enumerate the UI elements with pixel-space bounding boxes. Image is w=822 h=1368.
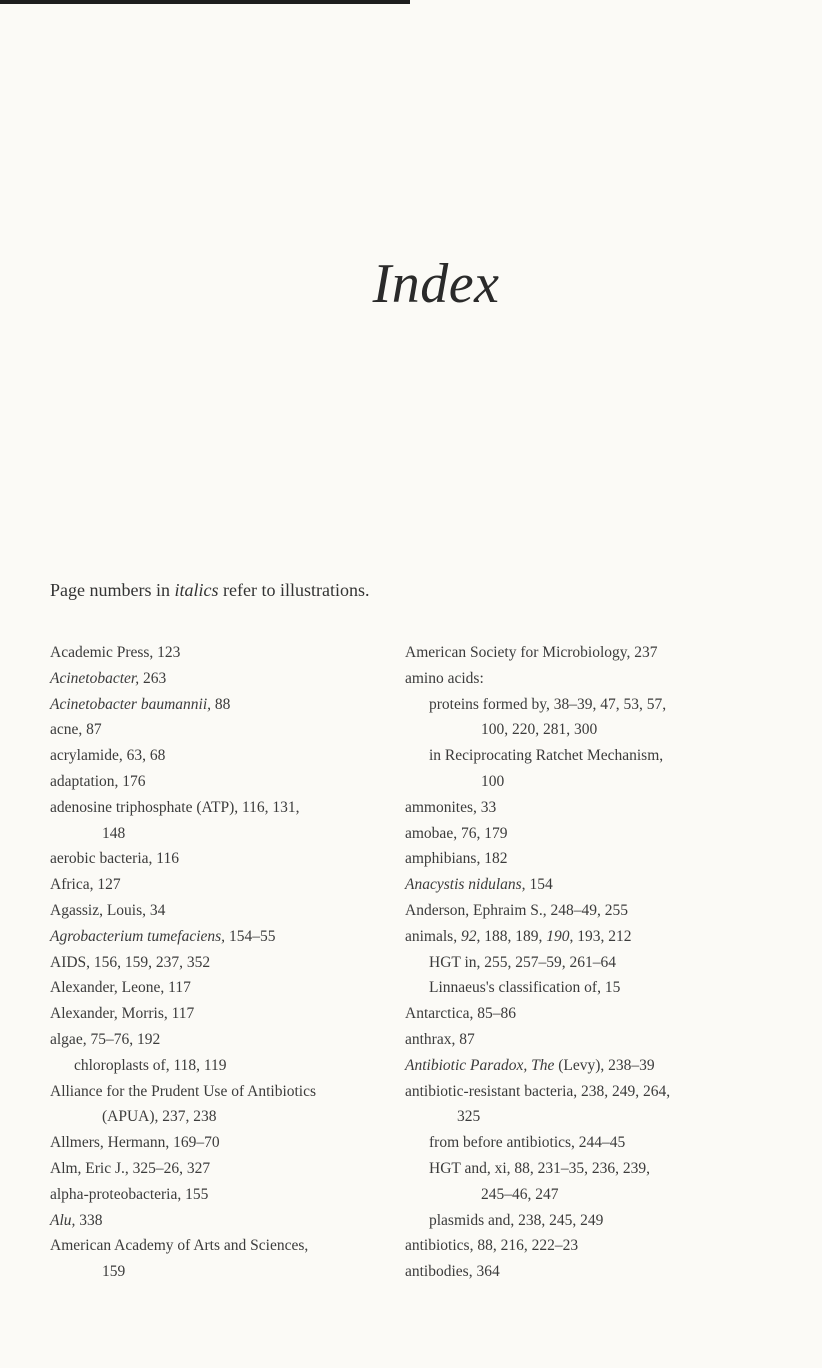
index-entry bbox=[50, 1079, 390, 1131]
index-entry-line bbox=[405, 898, 745, 924]
index-entry bbox=[50, 1001, 390, 1027]
index-entry bbox=[405, 1208, 745, 1234]
index-entry-line bbox=[429, 1208, 745, 1234]
index-entry bbox=[50, 1027, 390, 1053]
index-entry-text: Agassiz, Louis, 34 bbox=[50, 901, 166, 919]
index-entry-text: acne, 87 bbox=[50, 721, 102, 739]
index-entry-text: ammonites, 33 bbox=[405, 798, 497, 816]
index-entry bbox=[405, 872, 745, 898]
index-entry-line bbox=[405, 1001, 745, 1027]
index-entry-text: plasmids and, 238, 245, 249 bbox=[429, 1211, 604, 1229]
index-entry-text: Academic Press, 123 bbox=[50, 644, 181, 661]
index-entry bbox=[50, 950, 390, 976]
index-entry-line bbox=[50, 846, 390, 872]
index-entry-continuation: 148 bbox=[102, 824, 126, 842]
index-entry-text: in Reciprocating Ratchet Mechanism, bbox=[429, 747, 664, 765]
index-entry-text: Alexander, Leone, 117 bbox=[50, 979, 191, 997]
index-entry bbox=[405, 846, 745, 872]
index-entry-line bbox=[405, 640, 745, 666]
index-entry-text: Africa, 127 bbox=[50, 876, 121, 894]
index-entry-line bbox=[74, 1053, 390, 1079]
index-entry bbox=[405, 950, 745, 976]
index-entry bbox=[405, 1156, 745, 1208]
index-entry-line bbox=[405, 924, 745, 950]
index-entry-text: antibiotics, 88, 216, 222–23 bbox=[405, 1237, 579, 1255]
index-entry-line bbox=[405, 1053, 745, 1079]
index-entry bbox=[50, 872, 390, 898]
index-entry-line bbox=[405, 1079, 745, 1105]
index-entry bbox=[50, 692, 390, 718]
index-entry-text: amino acids: bbox=[405, 669, 484, 687]
index-entry-line bbox=[405, 1027, 745, 1053]
index-entry-text: amobae, 76, 179 bbox=[405, 824, 508, 842]
index-entry bbox=[405, 1130, 745, 1156]
index-entry-text: American Academy of Arts and Sciences, bbox=[50, 1237, 309, 1255]
index-entry-continuation: 325 bbox=[457, 1108, 481, 1126]
index-entry-text: amphibians, 182 bbox=[405, 850, 508, 868]
index-entry-continuation: 159 bbox=[102, 1263, 126, 1281]
index-entry bbox=[405, 1079, 745, 1131]
index-entry-line bbox=[50, 950, 390, 976]
index-entry-text: AIDS, 156, 159, 237, 352 bbox=[50, 953, 211, 971]
index-entry bbox=[50, 769, 390, 795]
index-entry bbox=[50, 898, 390, 924]
index-entry-line bbox=[50, 898, 390, 924]
index-entry-continuation: 245–46, 247 bbox=[481, 1185, 559, 1203]
index-entry-line bbox=[405, 872, 745, 898]
index-entry-line bbox=[50, 1233, 390, 1259]
index-entry-part: 92 bbox=[460, 927, 477, 945]
index-entry-continuation: 100 bbox=[481, 772, 505, 790]
index-entry-text: adaptation, 176 bbox=[50, 772, 146, 790]
index-note bbox=[50, 580, 369, 601]
index-entry-continuation: 100, 220, 281, 300 bbox=[481, 721, 598, 739]
index-entry-text: from before antibiotics, 244–45 bbox=[429, 1134, 626, 1152]
index-entry bbox=[405, 975, 745, 1001]
note-after: refer to illustrations. bbox=[218, 580, 370, 600]
index-entry-text: acrylamide, 63, 68 bbox=[50, 747, 166, 765]
index-entry-line bbox=[50, 743, 390, 769]
index-entry bbox=[50, 640, 390, 666]
index-entry-text: Alexander, Morris, 117 bbox=[50, 1005, 195, 1023]
index-entry-text: alpha-proteobacteria, 155 bbox=[50, 1185, 209, 1203]
index-entry-text: HGT and, xi, 88, 231–35, 236, 239, bbox=[429, 1159, 651, 1177]
index-entry-text: Anderson, Ephraim S., 248–49, 255 bbox=[405, 901, 629, 919]
index-entry-line bbox=[50, 1079, 390, 1105]
index-entry-line bbox=[405, 821, 745, 847]
index-entry bbox=[50, 743, 390, 769]
index-entry-line bbox=[405, 666, 745, 692]
index-entry-line bbox=[50, 795, 390, 821]
index-entry-continuation: (APUA), 237, 238 bbox=[102, 1108, 217, 1126]
index-entry-line bbox=[405, 1233, 745, 1259]
page-title: Index bbox=[372, 253, 500, 315]
index-entry-line bbox=[429, 692, 745, 718]
index-entry bbox=[405, 1259, 745, 1285]
index-entry-part: , 188, 189, bbox=[476, 927, 547, 945]
index-entry-line bbox=[50, 1130, 390, 1156]
index-entry bbox=[50, 666, 390, 692]
index-entry-line bbox=[50, 692, 390, 718]
index-entry-text: HGT in, 255, 257–59, 261–64 bbox=[429, 953, 617, 971]
index-entry-line bbox=[50, 769, 390, 795]
index-entry-line bbox=[50, 872, 390, 898]
page-top-edge bbox=[0, 0, 410, 4]
index-entry-italic: Antibiotic Paradox, The bbox=[405, 1056, 555, 1074]
note-italic: italics bbox=[174, 580, 219, 600]
index-entry-text: aerobic bacteria, 116 bbox=[50, 850, 179, 868]
index-entry bbox=[50, 1182, 390, 1208]
index-entry-line bbox=[429, 1130, 745, 1156]
index-column-right bbox=[405, 640, 745, 1285]
index-entry-text: Allmers, Hermann, 169–70 bbox=[50, 1134, 220, 1152]
index-entry bbox=[405, 1001, 745, 1027]
index-entry bbox=[50, 1208, 390, 1234]
index-entry-line bbox=[50, 1001, 390, 1027]
index-entry bbox=[405, 898, 745, 924]
index-entry bbox=[50, 1130, 390, 1156]
index-entry-text: 154–55 bbox=[225, 927, 276, 945]
index-entry-line bbox=[50, 1027, 390, 1053]
index-entry-text: animals, bbox=[405, 927, 461, 945]
index-entry bbox=[50, 717, 390, 743]
index-entry-line bbox=[405, 846, 745, 872]
index-entry bbox=[405, 924, 745, 950]
index-entry bbox=[50, 1233, 390, 1285]
index-entry-italic: Agrobacterium tumefaciens, bbox=[50, 927, 226, 945]
index-entry-italic: Acinetobacter baumannii, bbox=[50, 695, 211, 713]
index-entry bbox=[405, 1233, 745, 1259]
index-entry-text: Antarctica, 85–86 bbox=[405, 1005, 517, 1023]
index-entry-line bbox=[50, 975, 390, 1001]
index-entry bbox=[405, 743, 745, 795]
index-entry-text: chloroplasts of, 118, 119 bbox=[74, 1056, 227, 1074]
index-entry-text: algae, 75–76, 192 bbox=[50, 1030, 161, 1048]
index-entry-text: Alliance for the Prudent Use of Antibiotics bbox=[50, 1082, 317, 1100]
index-entry-text: adenosine triphosphate (ATP), 116, 131, bbox=[50, 798, 300, 816]
index-entry-line bbox=[429, 1156, 745, 1182]
index-entry-text: antibiotic-resistant bacteria, 238, 249, 264, bbox=[405, 1082, 671, 1100]
note-before: Page numbers in bbox=[50, 580, 175, 600]
index-entry-text: Alm, Eric J., 325–26, 327 bbox=[50, 1159, 211, 1177]
index-entry-text: 338 bbox=[75, 1211, 103, 1229]
index-entry-line bbox=[50, 924, 390, 950]
index-entry bbox=[405, 640, 745, 666]
index-entry bbox=[405, 1053, 745, 1079]
index-column-left bbox=[50, 640, 390, 1285]
index-entry bbox=[405, 821, 745, 847]
index-entry-line bbox=[405, 795, 745, 821]
index-entry bbox=[405, 1027, 745, 1053]
index-entry-text: (Levy), 238–39 bbox=[554, 1056, 655, 1074]
index-entry-italic: Acinetobacter, bbox=[50, 669, 140, 687]
index-entry-text: antibodies, 364 bbox=[405, 1263, 500, 1281]
index-entry-line bbox=[429, 950, 745, 976]
index-entry bbox=[405, 795, 745, 821]
index-entry-line bbox=[50, 717, 390, 743]
index-entry-line bbox=[50, 1208, 390, 1234]
index-entry-text: 263 bbox=[139, 669, 167, 687]
index-entry-text: anthrax, 87 bbox=[405, 1030, 475, 1048]
index-entry-italic: Alu, bbox=[50, 1211, 76, 1229]
index-entry-line bbox=[50, 1182, 390, 1208]
index-entry-text: Linnaeus's classification of, 15 bbox=[429, 979, 621, 997]
index-entry-text: 88 bbox=[211, 695, 231, 713]
index-entry bbox=[405, 692, 745, 744]
index-entry bbox=[50, 1156, 390, 1182]
index-entry bbox=[50, 795, 390, 847]
index-entry-line bbox=[429, 743, 745, 769]
index-entry-text: proteins formed by, 38–39, 47, 53, 57, bbox=[429, 695, 667, 713]
index-entry-part: , 193, 212 bbox=[569, 927, 632, 945]
index-entry-part: 190 bbox=[546, 927, 570, 945]
index-entry bbox=[50, 924, 390, 950]
index-entry-italic: Anacystis nidulans, bbox=[405, 876, 526, 894]
index-entry bbox=[405, 666, 745, 692]
index-entry-text: American Society for Microbiology, 237 bbox=[405, 644, 658, 661]
index-entry-line bbox=[50, 640, 390, 666]
index-entry-line bbox=[405, 1259, 745, 1285]
index-entry-text: 154 bbox=[525, 876, 553, 894]
index-entry-line bbox=[429, 975, 745, 1001]
index-entry bbox=[50, 1053, 390, 1079]
index-entry bbox=[50, 975, 390, 1001]
index-entry bbox=[50, 846, 390, 872]
index-entry-line bbox=[50, 1156, 390, 1182]
index-entry-line bbox=[50, 666, 390, 692]
